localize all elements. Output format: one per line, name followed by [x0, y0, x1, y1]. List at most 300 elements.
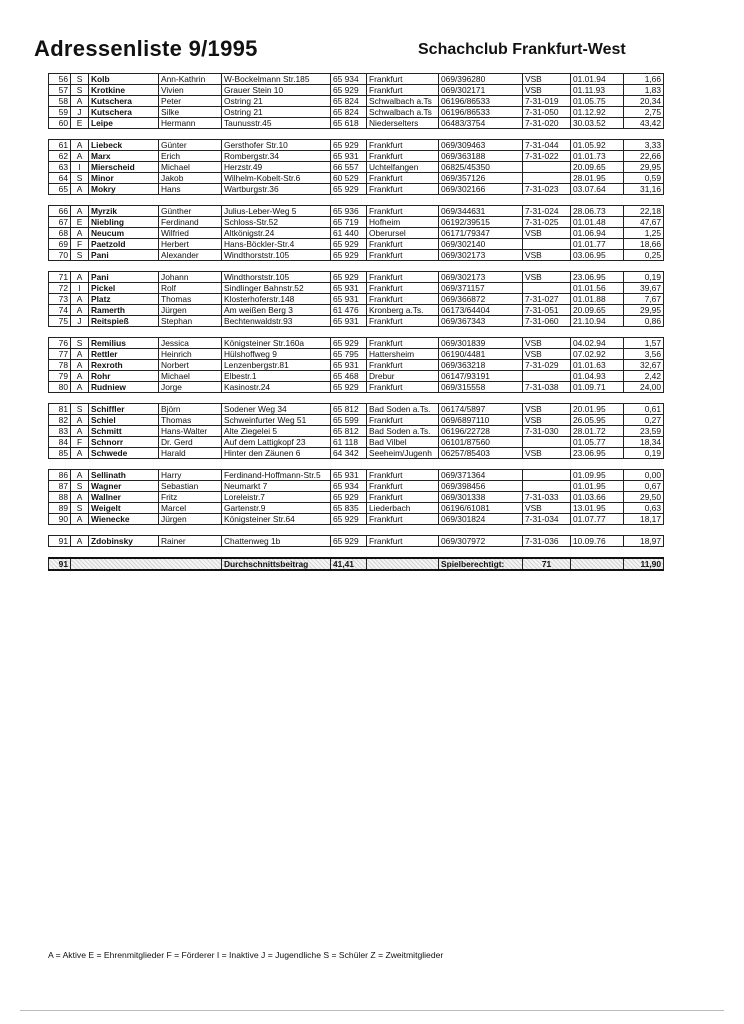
city-cell: Hattersheim — [367, 349, 439, 360]
fee-cell: 31,16 — [624, 184, 664, 195]
spacer-cell — [523, 129, 571, 140]
member-type-cell: A — [71, 305, 89, 316]
spacer-cell — [367, 327, 439, 338]
member-type-cell: I — [71, 162, 89, 173]
city-cell: Oberursel — [367, 228, 439, 239]
postal-code-cell: 65 934 — [331, 481, 367, 492]
address-table — [48, 73, 664, 571]
fee-cell: 47,67 — [624, 217, 664, 228]
pass-number-cell: 7-31-044 — [523, 140, 571, 151]
spacer-cell — [71, 547, 89, 559]
member-type-cell: A — [71, 492, 89, 503]
fee-cell: 32,67 — [624, 360, 664, 371]
table-row — [49, 404, 664, 415]
phone-cell: 06196/61081 — [439, 503, 523, 514]
member-type-cell: F — [71, 239, 89, 250]
member-number-cell: 66 — [49, 206, 71, 217]
spacer-cell — [367, 195, 439, 206]
city-cell: Schwalbach a.Ts — [367, 96, 439, 107]
member-type-cell: A — [71, 151, 89, 162]
member-type-cell: S — [71, 338, 89, 349]
spacer-cell — [571, 195, 624, 206]
postal-code-cell: 65 931 — [331, 316, 367, 327]
first-name-cell: Stephan — [159, 316, 222, 327]
fee-cell: 1,83 — [624, 85, 664, 96]
city-cell: Bad Soden a.Ts. — [367, 426, 439, 437]
entry-date-cell: 01.03.66 — [571, 492, 624, 503]
street-cell: Bechtenwaldstr.93 — [222, 316, 331, 327]
last-name-cell: Rexroth — [89, 360, 159, 371]
last-name-cell: Sellinath — [89, 470, 159, 481]
spacer-cell — [89, 459, 159, 470]
first-name-cell: Peter — [159, 96, 222, 107]
entry-date-cell: 10.09.76 — [571, 536, 624, 547]
member-type-cell: J — [71, 316, 89, 327]
phone-cell: 069/301839 — [439, 338, 523, 349]
member-type-cell: E — [71, 118, 89, 129]
entry-date-cell: 28.01.72 — [571, 426, 624, 437]
last-name-cell: Rettler — [89, 349, 159, 360]
phone-cell: 06171/79347 — [439, 228, 523, 239]
member-number-cell: 88 — [49, 492, 71, 503]
table-row — [49, 283, 664, 294]
member-type-cell: J — [71, 107, 89, 118]
spacer-cell — [571, 393, 624, 404]
last-name-cell: Schwede — [89, 448, 159, 459]
phone-cell: 069/367343 — [439, 316, 523, 327]
first-name-cell: Ferdinand — [159, 217, 222, 228]
first-name-cell: Jessica — [159, 338, 222, 349]
spacer-cell — [331, 195, 367, 206]
group-spacer — [49, 195, 664, 206]
member-number-cell: 79 — [49, 371, 71, 382]
phone-cell: 069/371364 — [439, 470, 523, 481]
spacer-cell — [49, 525, 71, 536]
city-cell: Frankfurt — [367, 85, 439, 96]
street-cell: Wilhelm-Kobelt-Str.6 — [222, 173, 331, 184]
city-cell: Schwalbach a.Ts — [367, 107, 439, 118]
pass-number-cell: 7-31-019 — [523, 96, 571, 107]
member-number-cell: 57 — [49, 85, 71, 96]
postal-code-cell: 65 468 — [331, 371, 367, 382]
postal-code-cell: 65 931 — [331, 294, 367, 305]
last-name-cell: Schnorr — [89, 437, 159, 448]
first-name-cell: Marcel — [159, 503, 222, 514]
table-row — [49, 371, 664, 382]
member-type-cell: S — [71, 404, 89, 415]
entry-date-cell: 04.02.94 — [571, 338, 624, 349]
first-name-cell: Harald — [159, 448, 222, 459]
member-number-cell: 69 — [49, 239, 71, 250]
last-name-cell: Rohr — [89, 371, 159, 382]
spacer-cell — [159, 393, 222, 404]
spacer-cell — [71, 525, 89, 536]
first-name-cell: Jürgen — [159, 514, 222, 525]
fee-cell: 0,25 — [624, 250, 664, 261]
last-name-cell: Kutschera — [89, 107, 159, 118]
spacer-cell — [439, 129, 523, 140]
street-cell: Altkönigstr.24 — [222, 228, 331, 239]
member-number-cell: 71 — [49, 272, 71, 283]
spacer-cell — [159, 195, 222, 206]
entry-date-cell: 01.06.94 — [571, 228, 624, 239]
postal-code-cell: 65 929 — [331, 272, 367, 283]
city-cell: Frankfurt — [367, 184, 439, 195]
summary-count: 91 — [49, 558, 71, 570]
last-name-cell: Ramerth — [89, 305, 159, 316]
pass-number-cell: 7-31-051 — [523, 305, 571, 316]
phone-cell: 06147/93191 — [439, 371, 523, 382]
fee-cell: 0,86 — [624, 316, 664, 327]
entry-date-cell: 01.01.73 — [571, 151, 624, 162]
fee-cell: 0,00 — [624, 470, 664, 481]
city-cell: Frankfurt — [367, 481, 439, 492]
first-name-cell: Jürgen — [159, 305, 222, 316]
street-cell: Herzstr.49 — [222, 162, 331, 173]
entry-date-cell: 28.06.73 — [571, 206, 624, 217]
entry-date-cell: 20.09.65 — [571, 305, 624, 316]
postal-code-cell: 60 529 — [331, 173, 367, 184]
last-name-cell: Schiel — [89, 415, 159, 426]
member-type-cell: A — [71, 536, 89, 547]
table-row — [49, 228, 664, 239]
group-spacer — [49, 393, 664, 404]
pass-number-cell: 7-31-025 — [523, 217, 571, 228]
street-cell: Elbestr.1 — [222, 371, 331, 382]
phone-cell: 069/301824 — [439, 514, 523, 525]
entry-date-cell: 01.01.88 — [571, 294, 624, 305]
pass-number-cell: 7-31-030 — [523, 426, 571, 437]
entry-date-cell: 28.01.95 — [571, 173, 624, 184]
last-name-cell: Neucum — [89, 228, 159, 239]
last-name-cell: Krotkine — [89, 85, 159, 96]
street-cell: Chattenweg 1b — [222, 536, 331, 547]
member-number-cell: 73 — [49, 294, 71, 305]
spacer-cell — [571, 261, 624, 272]
first-name-cell: Michael — [159, 371, 222, 382]
spacer-cell — [159, 129, 222, 140]
last-name-cell: Leipe — [89, 118, 159, 129]
spacer-cell — [89, 547, 159, 559]
fee-cell: 22,18 — [624, 206, 664, 217]
member-type-cell: A — [71, 96, 89, 107]
fee-cell: 2,75 — [624, 107, 664, 118]
last-name-cell: Platz — [89, 294, 159, 305]
city-cell: Kronberg a.Ts. — [367, 305, 439, 316]
last-name-cell: Pani — [89, 272, 159, 283]
spacer-cell — [71, 393, 89, 404]
member-type-cell: F — [71, 437, 89, 448]
city-cell: Frankfurt — [367, 316, 439, 327]
eligible-count: 71 — [523, 558, 571, 570]
pass-number-cell: VSB — [523, 272, 571, 283]
postal-code-cell: 65 929 — [331, 338, 367, 349]
fee-cell: 7,67 — [624, 294, 664, 305]
fee-cell: 0,61 — [624, 404, 664, 415]
city-cell: Frankfurt — [367, 514, 439, 525]
pass-number-cell: VSB — [523, 349, 571, 360]
postal-code-cell: 65 719 — [331, 217, 367, 228]
fee-cell: 1,57 — [624, 338, 664, 349]
postal-code-cell: 65 931 — [331, 470, 367, 481]
table-row — [49, 74, 664, 85]
legend: A = Aktive E = Ehrenmitglieder F = Förderer I = Inaktive J = Jugendliche S = Schüler Z = Zweitmitglieder — [48, 950, 444, 960]
city-cell: Frankfurt — [367, 239, 439, 250]
table-row — [49, 426, 664, 437]
member-number-cell: 85 — [49, 448, 71, 459]
spacer-cell — [331, 459, 367, 470]
city-cell: Seeheim/Jugenh — [367, 448, 439, 459]
last-name-cell: Pani — [89, 250, 159, 261]
city-cell: Frankfurt — [367, 492, 439, 503]
phone-cell: 069/398456 — [439, 481, 523, 492]
last-name-cell: Kutschera — [89, 96, 159, 107]
table-row — [49, 503, 664, 514]
spacer-cell — [222, 393, 331, 404]
street-cell: Königsteiner Str.160a — [222, 338, 331, 349]
phone-cell: 069/344631 — [439, 206, 523, 217]
member-type-cell: S — [71, 250, 89, 261]
member-number-cell: 61 — [49, 140, 71, 151]
first-name-cell: Sebastian — [159, 481, 222, 492]
phone-cell: 06483/3754 — [439, 118, 523, 129]
spacer-cell — [159, 525, 222, 536]
fee-cell: 3,33 — [624, 140, 664, 151]
spacer-cell — [49, 547, 71, 559]
spacer-cell — [571, 525, 624, 536]
street-cell: Klosterhoferstr.148 — [222, 294, 331, 305]
pass-number-cell: 7-31-033 — [523, 492, 571, 503]
spacer-cell — [89, 525, 159, 536]
first-name-cell: Heinrich — [159, 349, 222, 360]
postal-code-cell: 61 118 — [331, 437, 367, 448]
summary-blank — [367, 558, 439, 570]
postal-code-cell: 65 929 — [331, 184, 367, 195]
member-number-cell: 91 — [49, 536, 71, 547]
last-name-cell: Paetzold — [89, 239, 159, 250]
postal-code-cell: 65 934 — [331, 74, 367, 85]
pass-number-cell: VSB — [523, 338, 571, 349]
table-row — [49, 107, 664, 118]
group-spacer — [49, 547, 664, 559]
member-number-cell: 56 — [49, 74, 71, 85]
phone-cell: 06192/39515 — [439, 217, 523, 228]
table-row — [49, 415, 664, 426]
city-cell: Frankfurt — [367, 294, 439, 305]
member-type-cell: A — [71, 382, 89, 393]
city-cell: Frankfurt — [367, 151, 439, 162]
fee-cell: 22,66 — [624, 151, 664, 162]
last-name-cell: Schmitt — [89, 426, 159, 437]
street-cell: Ostring 21 — [222, 96, 331, 107]
spacer-cell — [159, 547, 222, 559]
fee-cell: 23,59 — [624, 426, 664, 437]
postal-code-cell: 65 812 — [331, 426, 367, 437]
member-type-cell: S — [71, 85, 89, 96]
entry-date-cell: 01.01.48 — [571, 217, 624, 228]
pass-number-cell: 7-31-022 — [523, 151, 571, 162]
street-cell: Königsteiner Str.64 — [222, 514, 331, 525]
city-cell: Drebur — [367, 371, 439, 382]
spacer-cell — [523, 261, 571, 272]
postal-code-cell: 64 342 — [331, 448, 367, 459]
member-type-cell: E — [71, 217, 89, 228]
first-name-cell: Thomas — [159, 294, 222, 305]
street-cell: Hinter den Zäunen 6 — [222, 448, 331, 459]
table-row — [49, 239, 664, 250]
table-row — [49, 162, 664, 173]
entry-date-cell: 26.05.95 — [571, 415, 624, 426]
city-cell: Frankfurt — [367, 415, 439, 426]
phone-cell: 06174/5897 — [439, 404, 523, 415]
table-row — [49, 272, 664, 283]
first-name-cell: Alexander — [159, 250, 222, 261]
spacer-cell — [222, 525, 331, 536]
table-row — [49, 250, 664, 261]
entry-date-cell: 01.12.92 — [571, 107, 624, 118]
spacer-cell — [624, 459, 664, 470]
table-row — [49, 481, 664, 492]
street-cell: Schweinfurter Weg 51 — [222, 415, 331, 426]
phone-cell: 06196/86533 — [439, 107, 523, 118]
table-row — [49, 349, 664, 360]
entry-date-cell: 01.01.56 — [571, 283, 624, 294]
bottom-rule — [20, 1010, 724, 1011]
fee-cell: 20,34 — [624, 96, 664, 107]
city-cell: Uchtelfangen — [367, 162, 439, 173]
postal-code-cell: 65 931 — [331, 151, 367, 162]
city-cell: Frankfurt — [367, 74, 439, 85]
table-row — [49, 382, 664, 393]
member-number-cell: 65 — [49, 184, 71, 195]
street-cell: Julius-Leber-Weg 5 — [222, 206, 331, 217]
pass-number-cell — [523, 481, 571, 492]
pass-number-cell: 7-31-038 — [523, 382, 571, 393]
spacer-cell — [71, 261, 89, 272]
first-name-cell: Norbert — [159, 360, 222, 371]
entry-date-cell: 01.05.92 — [571, 140, 624, 151]
group-spacer — [49, 261, 664, 272]
street-cell: Rombergstr.34 — [222, 151, 331, 162]
fee-cell: 3,56 — [624, 349, 664, 360]
street-cell: Windthorststr.105 — [222, 250, 331, 261]
table-row — [49, 514, 664, 525]
spacer-cell — [439, 459, 523, 470]
fee-cell: 29,95 — [624, 305, 664, 316]
postal-code-cell: 65 824 — [331, 96, 367, 107]
pass-number-cell: VSB — [523, 250, 571, 261]
table-row — [49, 294, 664, 305]
entry-date-cell: 20.09.65 — [571, 162, 624, 173]
member-number-cell: 81 — [49, 404, 71, 415]
spacer-cell — [523, 393, 571, 404]
street-cell: Kasinostr.24 — [222, 382, 331, 393]
entry-date-cell: 23.06.95 — [571, 448, 624, 459]
spacer-cell — [222, 547, 331, 559]
eligible-label: Spielberechtigt: — [439, 558, 523, 570]
fee-cell: 29,95 — [624, 162, 664, 173]
phone-cell: 06825/45350 — [439, 162, 523, 173]
first-name-cell: Michael — [159, 162, 222, 173]
entry-date-cell: 01.05.75 — [571, 96, 624, 107]
phone-cell: 069/363218 — [439, 360, 523, 371]
fee-cell: 0,59 — [624, 173, 664, 184]
entry-date-cell: 20.01.95 — [571, 404, 624, 415]
spacer-cell — [89, 195, 159, 206]
phone-cell: 069/6897110 — [439, 415, 523, 426]
postal-code-cell: 65 599 — [331, 415, 367, 426]
member-number-cell: 77 — [49, 349, 71, 360]
member-number-cell: 82 — [49, 415, 71, 426]
pass-number-cell — [523, 239, 571, 250]
pass-number-cell: 7-31-060 — [523, 316, 571, 327]
spacer-cell — [571, 459, 624, 470]
member-type-cell: A — [71, 470, 89, 481]
entry-date-cell: 01.01.95 — [571, 481, 624, 492]
city-cell: Bad Vilbel — [367, 437, 439, 448]
member-number-cell: 76 — [49, 338, 71, 349]
summary-total: 11,90 — [624, 558, 664, 570]
spacer-cell — [331, 129, 367, 140]
last-name-cell: Schiffler — [89, 404, 159, 415]
entry-date-cell: 01.09.71 — [571, 382, 624, 393]
table-row — [49, 85, 664, 96]
pass-number-cell: 7-31-034 — [523, 514, 571, 525]
spacer-cell — [624, 525, 664, 536]
phone-cell: 069/302171 — [439, 85, 523, 96]
member-type-cell: A — [71, 294, 89, 305]
street-cell: Gersthofer Str.10 — [222, 140, 331, 151]
table-row — [49, 305, 664, 316]
postal-code-cell: 61 440 — [331, 228, 367, 239]
pass-number-cell: VSB — [523, 415, 571, 426]
phone-cell: 069/363188 — [439, 151, 523, 162]
pass-number-cell: VSB — [523, 85, 571, 96]
member-number-cell: 72 — [49, 283, 71, 294]
postal-code-cell: 65 931 — [331, 283, 367, 294]
phone-cell: 069/396280 — [439, 74, 523, 85]
table-row — [49, 173, 664, 184]
first-name-cell: Fritz — [159, 492, 222, 503]
spacer-cell — [523, 525, 571, 536]
city-cell: Frankfurt — [367, 272, 439, 283]
spacer-cell — [571, 129, 624, 140]
spacer-cell — [89, 129, 159, 140]
entry-date-cell: 01.01.94 — [571, 74, 624, 85]
spacer-cell — [331, 525, 367, 536]
spacer-cell — [523, 547, 571, 559]
spacer-cell — [89, 261, 159, 272]
last-name-cell: Remilius — [89, 338, 159, 349]
spacer-cell — [624, 195, 664, 206]
spacer-cell — [159, 261, 222, 272]
spacer-cell — [624, 327, 664, 338]
phone-cell: 069/371157 — [439, 283, 523, 294]
first-name-cell: Johann — [159, 272, 222, 283]
spacer-cell — [71, 195, 89, 206]
city-cell: Niederselters — [367, 118, 439, 129]
spacer-cell — [159, 459, 222, 470]
pass-number-cell — [523, 437, 571, 448]
member-number-cell: 64 — [49, 173, 71, 184]
street-cell: Grauer Stein 10 — [222, 85, 331, 96]
first-name-cell: Harry — [159, 470, 222, 481]
street-cell: Windthorststr.105 — [222, 272, 331, 283]
fee-cell: 1,25 — [624, 228, 664, 239]
spacer-cell — [49, 393, 71, 404]
last-name-cell: Wallner — [89, 492, 159, 503]
last-name-cell: Myrzik — [89, 206, 159, 217]
